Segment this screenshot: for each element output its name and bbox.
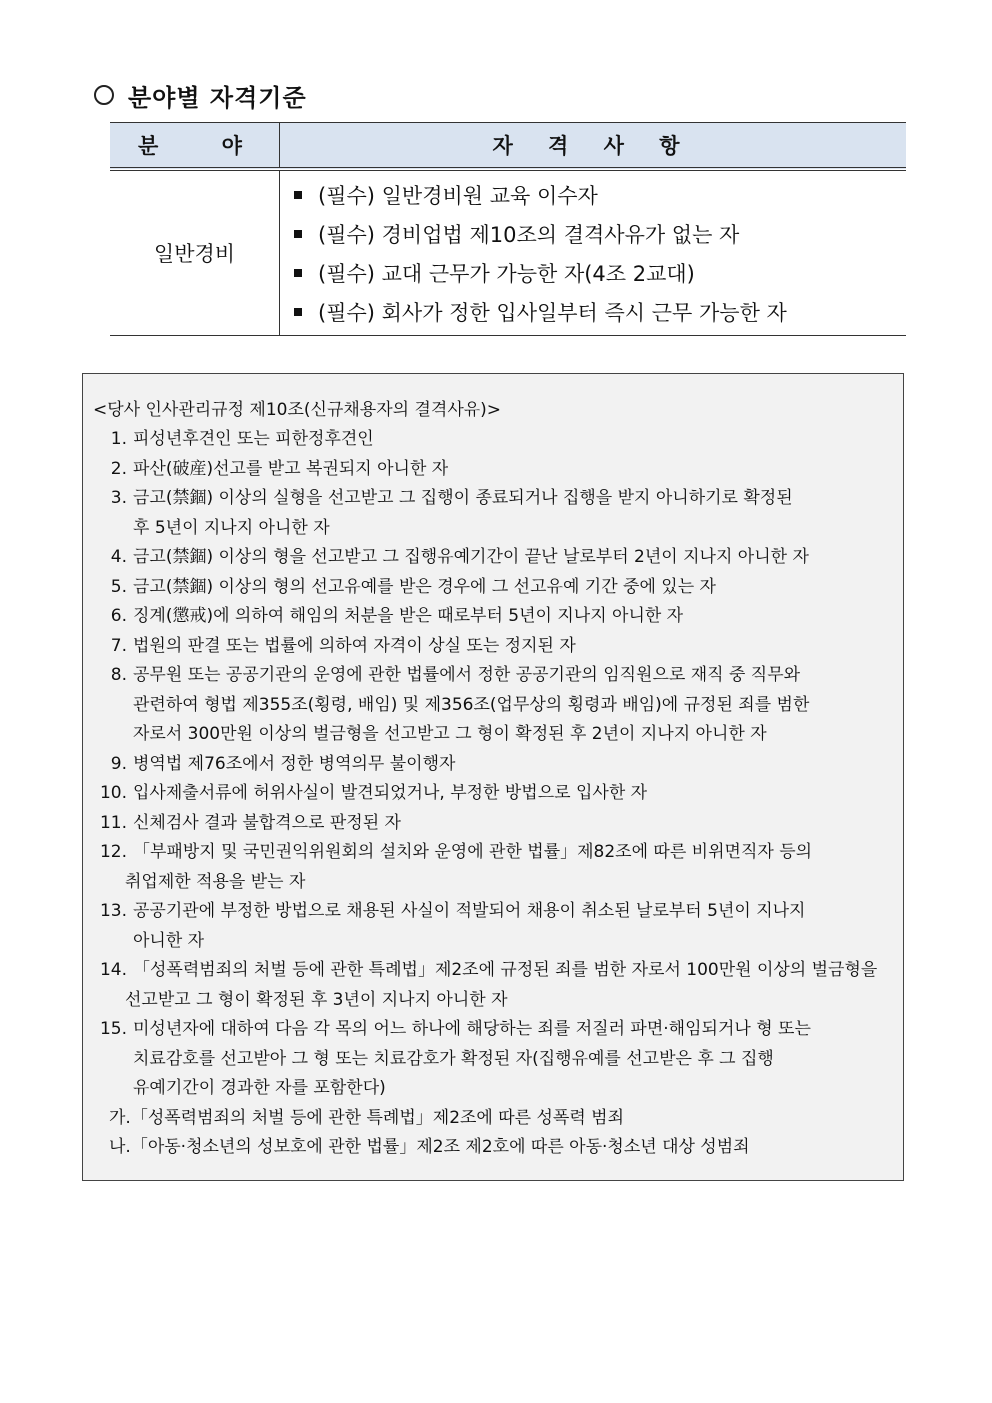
item-text: 금고(禁錮) 이상의 실형을 선고받고 그 집행이 종료되거나 집행을 받지 아니하기로 확정된: [133, 488, 793, 508]
item-number: 8.: [110, 665, 127, 685]
square-bullet-icon: [294, 269, 302, 277]
subitem-ga: 가.「성폭력범죄의 처벌 등에 관한 특례법」제2조에 따른 성폭력 범죄: [109, 1107, 625, 1128]
list-item: [93, 897, 893, 927]
list-item: [93, 484, 893, 514]
item-text: 파산(破産)선고를 받고 복권되지 아니한 자: [133, 458, 449, 479]
section-heading: [94, 78, 307, 112]
list-item: [93, 425, 893, 455]
item-text: 입사제출서류에 허위사실이 발견되었거나, 부정한 방법으로 입사한 자: [133, 783, 648, 803]
list-item-continuation: [93, 720, 893, 750]
item-number: [93, 691, 133, 721]
list-item: [93, 661, 893, 691]
subitem-na: 나.「아동·청소년의 성보호에 관한 법률」제2조 제2호에 따른 아동·청소년 대상 성범죄: [109, 1137, 750, 1157]
item-number: [93, 927, 133, 957]
list-item-continuation: [93, 1045, 893, 1075]
header-field: 분 야: [110, 123, 280, 170]
item-number: 6.: [110, 606, 127, 626]
item-text: 병역법 제76조에서 정한 병역의무 불이행자: [133, 753, 456, 774]
item-text: 피성년후견인 또는 피한정후견인: [133, 429, 374, 449]
list-item: [93, 1015, 893, 1045]
item-text: 「부패방지 및 국민권익위원회의 설치와 운영에 관한 법률」제82조에 따른 비위면직자 등의: [133, 842, 813, 862]
item-number: 7.: [110, 635, 127, 656]
square-bullet-icon: [294, 230, 302, 238]
requirement-text: (필수) 교대 근무가 가능한 자(4조 2교대): [318, 261, 695, 286]
item-text: 후 5년이 지나지 아니한 자: [133, 517, 330, 538]
item-number: 15.: [99, 1019, 127, 1039]
list-item-continuation: [93, 927, 893, 957]
item-text: 치료감호를 선고받아 그 형 또는 치료감호가 확정된 자(집행유예를 선고받은 후 그 집행: [133, 1048, 774, 1069]
list-item: [93, 602, 893, 632]
item-text: 공공기관에 부정한 방법으로 채용된 사실이 적발되어 채용이 취소된 날로부터 5년이 지나지: [133, 901, 806, 921]
item-number: [93, 1074, 133, 1104]
table-row: [110, 169, 906, 336]
item-number: 10.: [99, 783, 127, 803]
item-number: 12.: [99, 842, 127, 862]
item-text: 자로서 300만원 이상의 벌금형을 선고받고 그 형이 확정된 후 2년이 지나지 아니한 자: [133, 724, 767, 744]
disqualification-list: [93, 425, 893, 1104]
requirement-text: (필수) 일반경비원 교육 이수자: [318, 183, 598, 208]
list-item-continuation: [93, 691, 893, 721]
list-item: [93, 809, 893, 839]
requirement-item: [294, 214, 906, 253]
item-number: 14.: [99, 960, 127, 980]
header-qualifications: 자 격 사 항: [280, 123, 907, 170]
circle-bullet-icon: [94, 85, 114, 105]
item-text: 금고(禁錮) 이상의 형의 선고유예를 받은 경우에 그 선고유예 기간 중에 있는 자: [133, 576, 716, 597]
item-number: 5.: [110, 576, 127, 597]
item-text: 「성폭력범죄의 처벌 등에 관한 특례법」제2조에 규정된 죄를 범한 자로서 100만원 이상의 벌금형을: [133, 960, 878, 980]
item-number: 2.: [110, 458, 127, 479]
list-item: [93, 750, 893, 780]
item-text: 유예기간이 경과한 자를 포함한다): [133, 1078, 386, 1098]
list-item: [93, 543, 893, 573]
item-text: 공무원 또는 공공기관의 운영에 관한 법률에서 정한 공공기관의 임직원으로 재직 중 직무와: [133, 665, 801, 685]
list-item: [93, 573, 893, 603]
item-number: 13.: [99, 901, 127, 921]
list-item: [93, 455, 893, 485]
item-text: 선고받고 그 형이 확정된 후 3년이 지나지 아니한 자: [125, 989, 508, 1010]
field-name: 일반경비: [110, 169, 280, 336]
list-item-continuation: [93, 986, 893, 1016]
section-title: 분야별 자격기준: [128, 82, 307, 112]
requirement-item: [294, 292, 906, 331]
item-number: [93, 514, 133, 544]
item-number: 4.: [110, 547, 127, 567]
item-text: 취업제한 적용을 받는 자: [125, 871, 306, 892]
item-number: 3.: [110, 488, 127, 508]
square-bullet-icon: [294, 191, 302, 199]
item-text: 신체검사 결과 불합격으로 판정된 자: [133, 812, 401, 833]
requirement-item: [294, 253, 906, 292]
item-text: 아니한 자: [133, 930, 205, 951]
item-text: 미성년자에 대하여 다음 각 목의 어느 하나에 해당하는 죄를 저질러 파면·해임되거나 형 또는: [133, 1019, 811, 1039]
list-item: [93, 632, 893, 662]
item-text: 징계(懲戒)에 의하여 해임의 처분을 받은 때로부터 5년이 지나지 아니한 자: [133, 606, 684, 626]
qualification-table: [110, 122, 906, 336]
requirement-text: (필수) 경비업법 제10조의 결격사유가 없는 자: [318, 222, 740, 247]
requirements-cell: [280, 169, 907, 336]
item-number: 9.: [110, 753, 127, 774]
list-item-continuation: [93, 1074, 893, 1104]
list-item: [93, 956, 893, 986]
item-number: [93, 720, 133, 750]
item-text: 금고(禁錮) 이상의 형을 선고받고 그 집행유예기간이 끝난 날로부터 2년이 지나지 아니한 자: [133, 547, 809, 567]
item-text: 관련하여 형법 제355조(횡령, 배임) 및 제356조(업무상의 횡령과 배임)에 규정된 죄를 범한: [133, 694, 810, 715]
list-item: [93, 779, 893, 809]
item-number: [93, 1045, 133, 1075]
list-item-continuation: [93, 868, 893, 898]
item-text: 법원의 판결 또는 법률에 의하여 자격이 상실 또는 정지된 자: [133, 635, 576, 656]
box-title: <당사 인사관리규정 제10조(신규채용자의 결격사유)>: [93, 400, 502, 420]
requirement-text: (필수) 회사가 정한 입사일부터 즉시 근무 가능한 자: [318, 300, 787, 325]
list-item-continuation: [93, 514, 893, 544]
square-bullet-icon: [294, 308, 302, 316]
item-number: 1.: [110, 429, 127, 449]
item-number: 11.: [99, 812, 127, 833]
requirement-item: [294, 175, 906, 214]
disqualification-box: [82, 373, 904, 1181]
table-header-row: [110, 123, 906, 170]
list-item: [93, 838, 893, 868]
